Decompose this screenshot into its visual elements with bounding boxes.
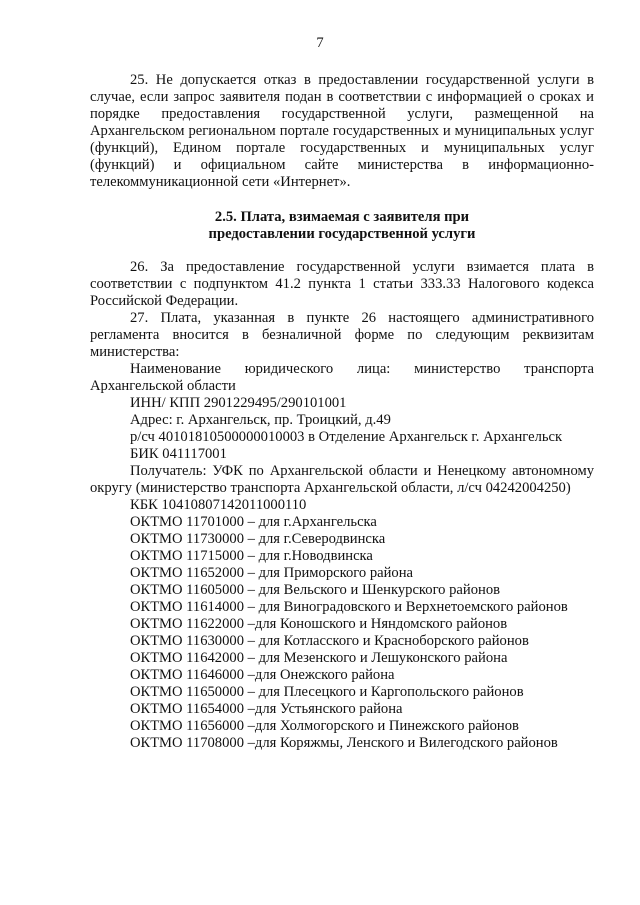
oktmo-item: ОКТМО 11654000 –для Устьянского района	[130, 701, 403, 717]
oktmo-item: ОКТМО 11622000 –для Коношского и Няндомского районов	[130, 616, 508, 632]
requisite-recipient: Получатель: УФК по Архангельской области и Ненецкому автономному округу (министерство транспорта Архангельской области, л/сч 04242004250)	[90, 463, 594, 496]
oktmo-item: ОКТМО 11715000 – для г.Новодвинска	[130, 548, 373, 564]
oktmo-list	[90, 514, 594, 752]
requisite-kbk: КБК 10410807142011000110	[130, 497, 307, 513]
oktmo-item: ОКТМО 11650000 – для Плесецкого и Каргопольского районов	[130, 684, 524, 700]
requisite-account: р/сч 40101810500000010003 в Отделение Архангельск г. Архангельск	[130, 429, 563, 445]
requisite-inn: ИНН/ КПП 2901229495/290101001	[130, 395, 347, 411]
oktmo-item: ОКТМО 11642000 – для Мезенского и Лешуконского района	[130, 650, 508, 666]
oktmo-item: ОКТМО 11630000 – для Котласского и Красноборского районов	[130, 633, 529, 649]
oktmo-item: ОКТМО 11646000 –для Онежского района	[130, 667, 395, 683]
requisite-address: Адрес: г. Архангельск, пр. Троицкий, д.49	[130, 412, 391, 428]
oktmo-item: ОКТМО 11652000 – для Приморского района	[130, 565, 413, 581]
requisite-name: Наименование юридического лица: министерство транспорта Архангельской области	[90, 361, 594, 394]
oktmo-item: ОКТМО 11730000 – для г.Северодвинска	[130, 531, 386, 547]
requisite-bik: БИК 041117001	[130, 446, 227, 462]
oktmo-item: ОКТМО 11708000 –для Коряжмы, Ленского и Вилегодского районов	[130, 735, 558, 751]
oktmo-item: ОКТМО 11656000 –для Холмогорского и Пинежского районов	[130, 718, 519, 734]
paragraph-27: 27. Плата, указанная в пункте 26 настоящего административного регламента вносится в безналичной форме по следующим реквизитам министерства:	[90, 310, 594, 360]
paragraph-25: 25. Не допускается отказ в предоставлении государственной услуги в случае, если запрос заявителя подан в соответствии с информацией о сроках и порядке предоставления государственной услуги, размещенной на Архангельском региональном портале государственных и муниципальных услуг (функций), Едином портале государственных и муниципальных услуг (функций) и официальном сайте министерства в информационно-телекоммуникационной сети «Интернет».	[90, 72, 594, 190]
paragraph-26: 26. За предоставление государственной услуги взимается плата в соответствии с подпунктом 41.2 пункта 1 статьи 333.33 Налогового кодекса Российской Федерации.	[90, 259, 594, 309]
page-number: 7	[316, 35, 324, 51]
oktmo-item: ОКТМО 11701000 – для г.Архангельска	[130, 514, 377, 530]
section-heading-line-1: 2.5. Плата, взимаемая с заявителя при	[214, 209, 470, 225]
page-content	[90, 72, 594, 752]
oktmo-item: ОКТМО 11614000 – для Виноградовского и Верхнетоемского районов	[130, 599, 568, 615]
section-heading-line-2: предоставлении государственной услуги	[208, 226, 476, 242]
oktmo-item: ОКТМО 11605000 – для Вельского и Шенкурского районов	[130, 582, 501, 598]
